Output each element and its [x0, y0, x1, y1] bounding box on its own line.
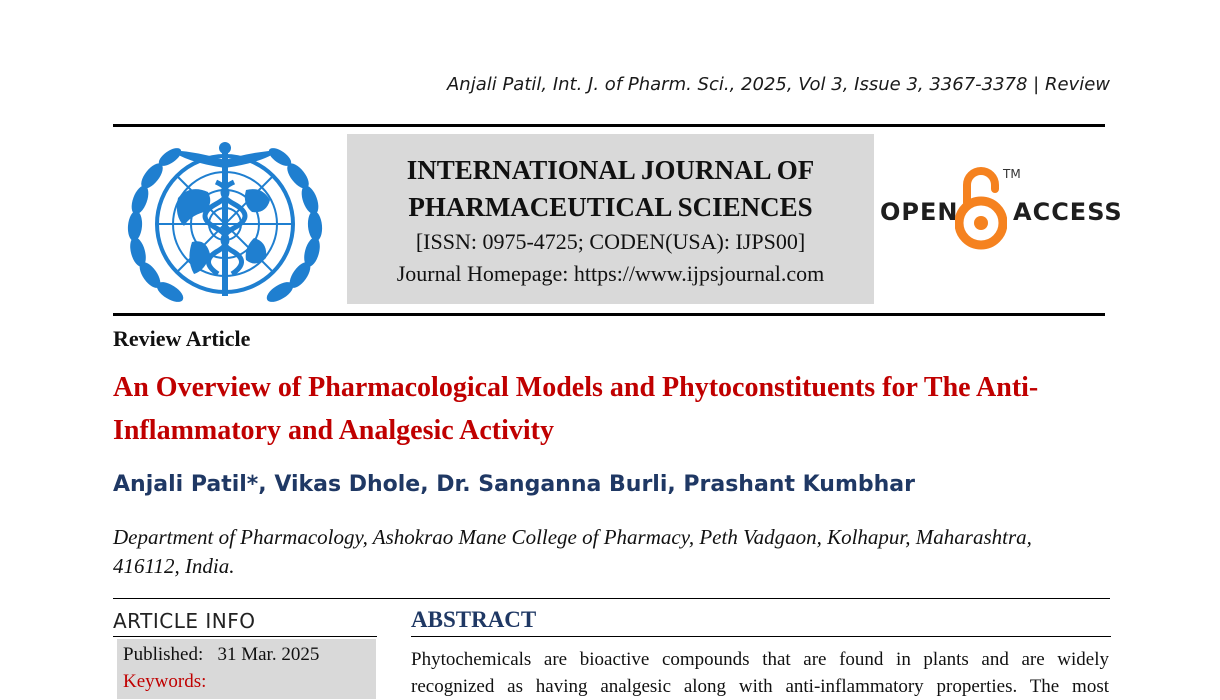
published-label: Published:: [123, 644, 204, 665]
open-access-trademark: TM: [1003, 167, 1021, 181]
journal-name-line1: INTERNATIONAL JOURNAL OF: [406, 155, 815, 185]
author-affiliation: Department of Pharmacology, Ashokrao Mane College of Pharmacy, Peth Vadgaon, Kolhapur, Maharashtra, 416112, India.: [113, 525, 1032, 578]
section-divider: [113, 598, 1110, 599]
open-access-access-text: ACCESS: [1013, 198, 1123, 226]
header-rule-bottom: [113, 313, 1105, 316]
abstract-rule: [411, 636, 1111, 637]
open-access-open-text: OPEN: [880, 198, 959, 226]
article-title: An Overview of Pharmacological Models and Phytoconstituents for The Anti-Inflammatory and Analgesic Activity: [113, 372, 1039, 446]
journal-info-box: [347, 134, 874, 304]
published-date: 31 Mar. 2025: [217, 644, 320, 665]
journal-logo-icon: [126, 138, 324, 306]
header-rule-top: [113, 124, 1105, 127]
journal-homepage: Journal Homepage: https://www.ijpsjournal.com: [396, 261, 825, 286]
abstract-body: [411, 646, 1109, 700]
running-header-citation: Anjali Patil, Int. J. of Pharm. Sci., 2025, Vol 3, Issue 3, 3367-3378 | Review: [446, 74, 1110, 95]
abstract-line: Phytochemicals are bioactive compounds that are found in plants and are widely: [411, 649, 1109, 670]
article-info-box: [117, 639, 376, 699]
journal-issn: [ISSN: 0975-4725; CODEN(USA): IJPS00]: [415, 229, 806, 254]
article-type: Review Article: [113, 326, 251, 351]
keywords-label: Keywords:: [123, 671, 207, 692]
open-access-lock-icon: [955, 165, 1007, 251]
article-info-heading: ARTICLE INFO: [113, 609, 256, 633]
article-authors: Anjali Patil*, Vikas Dhole, Dr. Sanganna Burli, Prashant Kumbhar: [113, 472, 916, 497]
article-info-rule: [113, 636, 377, 637]
journal-name-line2: PHARMACEUTICAL SCIENCES: [408, 192, 813, 222]
abstract-line: recognized as having analgesic along with anti-inflammatory properties. The most: [411, 676, 1109, 697]
abstract-heading: ABSTRACT: [411, 607, 537, 632]
published-row: [123, 641, 370, 668]
